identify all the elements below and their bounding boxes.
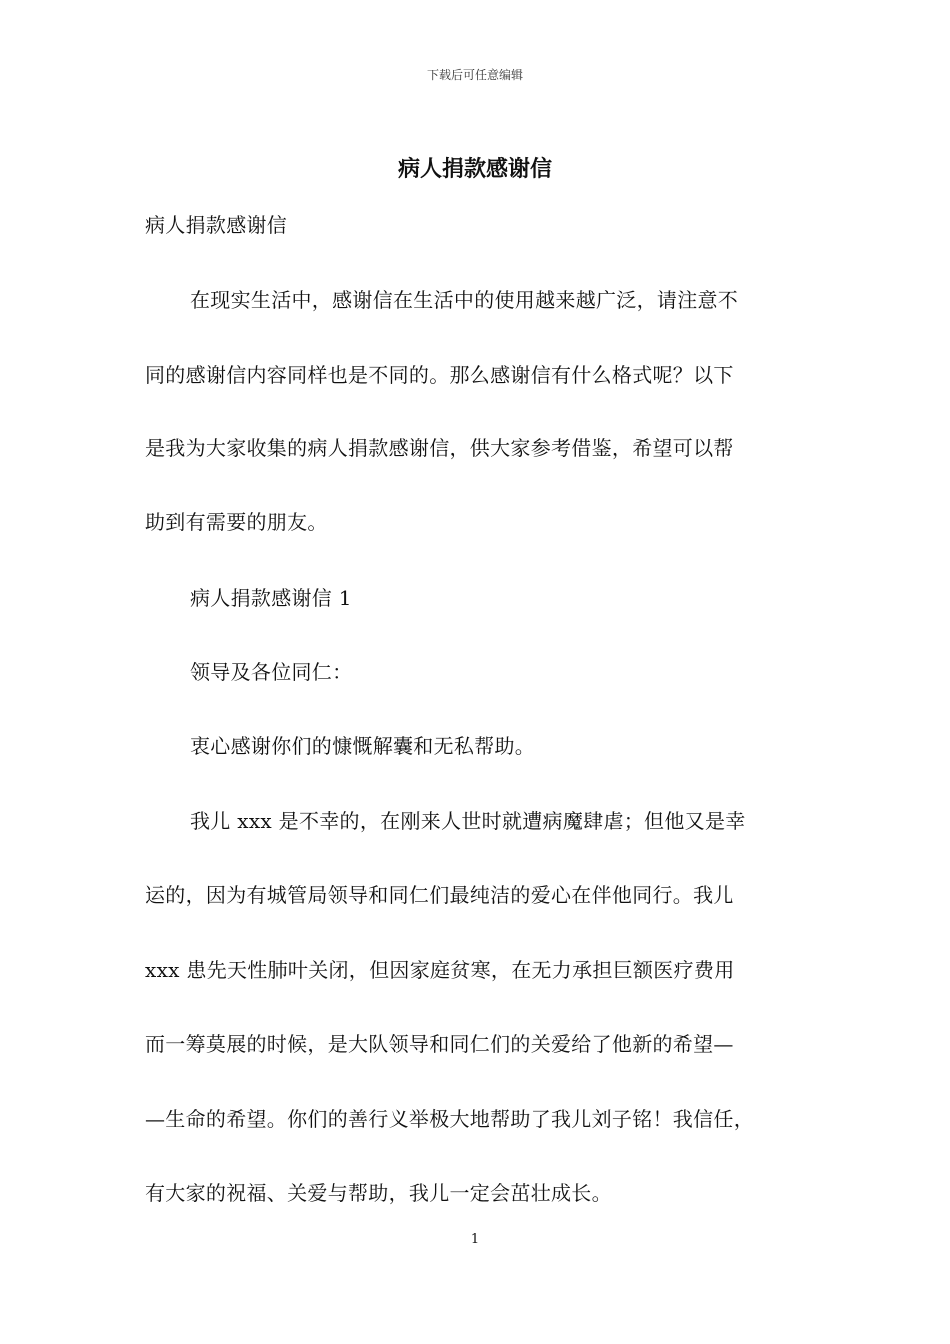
document-title: 病人捐款感谢信 xyxy=(397,156,552,182)
page-number: 1 xyxy=(470,1232,480,1247)
section-heading: 病人捐款感谢信 1 xyxy=(190,586,352,610)
paragraph-line: —生命的希望。你们的善行义举极大地帮助了我儿刘子铭！我信任， xyxy=(145,1107,754,1131)
paragraph-line: 有大家的祝福、关爱与帮助，我儿一定会茁壮成长。 xyxy=(145,1181,612,1205)
paragraph-line: xxx 患先天性肺叶关闭，但因家庭贫寒，在无力承担巨额医疗费用 xyxy=(145,958,735,982)
salutation: 领导及各位同仁： xyxy=(190,660,353,684)
subtitle-line: 病人捐款感谢信 xyxy=(145,213,288,237)
paragraph-line: 运的，因为有城管局领导和同仁们最纯洁的爱心在伴他同行。我儿 xyxy=(145,883,734,907)
paragraph-line: 是我为大家收集的病人捐款感谢信，供大家参考借鉴，希望可以帮 xyxy=(145,436,734,460)
paragraph-line: 助到有需要的朋友。 xyxy=(145,510,328,534)
paragraph-line: 我儿 xxx 是不幸的，在刚来人世时就遭病魔肆虐；但他又是幸 xyxy=(190,809,746,833)
paragraph-line: 而一筹莫展的时候，是大队领导和同仁们的关爱给了他新的希望— xyxy=(145,1032,734,1056)
paragraph-line: 同的感谢信内容同样也是不同的。那么感谢信有什么格式呢？以下 xyxy=(145,363,734,387)
header-note: 下载后可任意编辑 xyxy=(426,68,523,82)
paragraph-line: 在现实生活中，感谢信在生活中的使用越来越广泛，请注意不 xyxy=(190,288,739,312)
paragraph-line: 衷心感谢你们的慷慨解囊和无私帮助。 xyxy=(190,734,536,758)
